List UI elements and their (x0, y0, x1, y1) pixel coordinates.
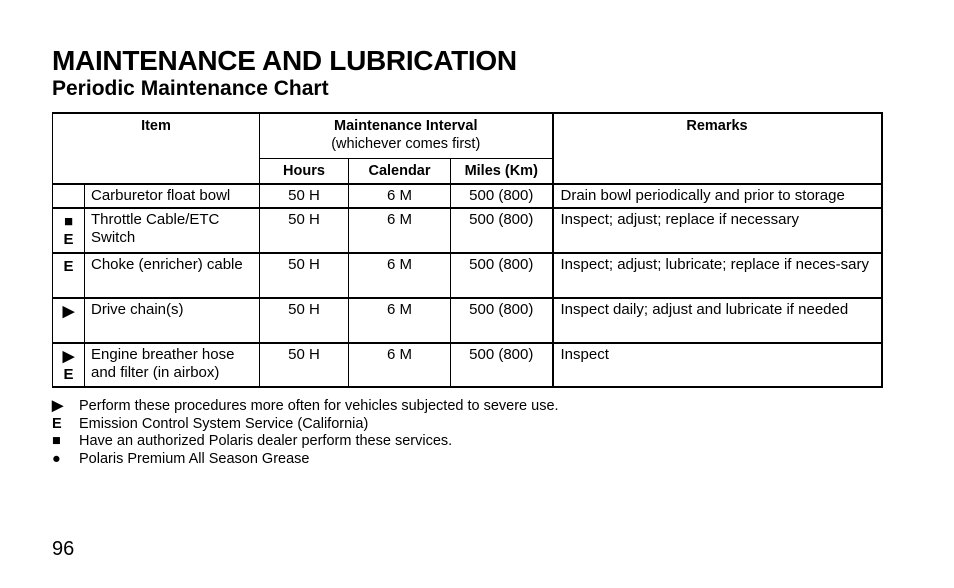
page-number: 96 (52, 538, 75, 560)
legend-text: Polaris Premium All Season Grease (79, 450, 310, 467)
table-row (53, 343, 882, 387)
row-symbols (53, 184, 85, 208)
legend-item (52, 416, 559, 434)
row-remarks: Inspect; adjust; replace if necessary (553, 208, 882, 253)
row-symbols: ▶ E (53, 343, 85, 387)
row-remarks: Inspect daily; adjust and lubricate if needed (553, 298, 882, 343)
legend-item (52, 433, 559, 451)
legend-text: Have an authorized Polaris dealer perform these services. (79, 433, 453, 449)
header-miles: Miles (Km) (451, 158, 553, 184)
circle-icon: ● (52, 450, 61, 467)
header-item: Item (53, 113, 260, 184)
triangle-icon: ▶ (52, 398, 64, 414)
row-item: Drive chain(s) (85, 298, 260, 343)
header-interval-label: Maintenance Interval (334, 118, 478, 134)
row-item: Carburetor float bowl (85, 184, 260, 208)
header-interval-note: (whichever comes first) (331, 136, 481, 152)
row-hours: 50 H (260, 343, 349, 387)
symbol-legend (52, 398, 559, 468)
table-row (53, 253, 882, 298)
row-remarks: Inspect; adjust; lubricate; replace if neces-sary (553, 253, 882, 298)
row-calendar: 6 M (349, 253, 451, 298)
row-item: Choke (enricher) cable (85, 253, 260, 298)
header-remarks: Remarks (553, 113, 882, 184)
row-calendar: 6 M (349, 208, 451, 253)
table-row (53, 298, 882, 343)
legend-text: Perform these procedures more often for vehicles subjected to severe use. (79, 398, 559, 414)
legend-item (52, 398, 559, 416)
table-row (53, 184, 882, 208)
row-item: Throttle Cable/ETC Switch (85, 208, 260, 253)
row-miles: 500 (800) (451, 253, 553, 298)
row-miles: 500 (800) (451, 298, 553, 343)
page-subtitle: Periodic Maintenance Chart (52, 77, 329, 100)
page-title: MAINTENANCE AND LUBRICATION (52, 45, 517, 76)
square-icon: ■ (52, 433, 61, 449)
row-hours: 50 H (260, 208, 349, 253)
row-hours: 50 H (260, 298, 349, 343)
maintenance-table (52, 112, 883, 388)
emission-e-icon: E (52, 415, 62, 432)
legend-item (52, 451, 559, 469)
header-hours: Hours (260, 158, 349, 184)
header-calendar: Calendar (349, 158, 451, 184)
row-remarks: Drain bowl periodically and prior to storage (553, 184, 882, 208)
row-miles: 500 (800) (451, 343, 553, 387)
row-calendar: 6 M (349, 298, 451, 343)
row-remarks: Inspect (553, 343, 882, 387)
row-miles: 500 (800) (451, 184, 553, 208)
row-symbols: ■ E (53, 208, 85, 253)
row-symbols: ▶ (53, 298, 85, 343)
row-calendar: 6 M (349, 343, 451, 387)
row-item: Engine breather hose and filter (in airbox) (85, 343, 260, 387)
row-calendar: 6 M (349, 184, 451, 208)
row-hours: 50 H (260, 184, 349, 208)
row-hours: 50 H (260, 253, 349, 298)
legend-text: Emission Control System Service (California) (79, 415, 369, 432)
row-miles: 500 (800) (451, 208, 553, 253)
table-row (53, 208, 882, 253)
row-symbols: E (53, 253, 85, 298)
header-interval (260, 113, 553, 158)
